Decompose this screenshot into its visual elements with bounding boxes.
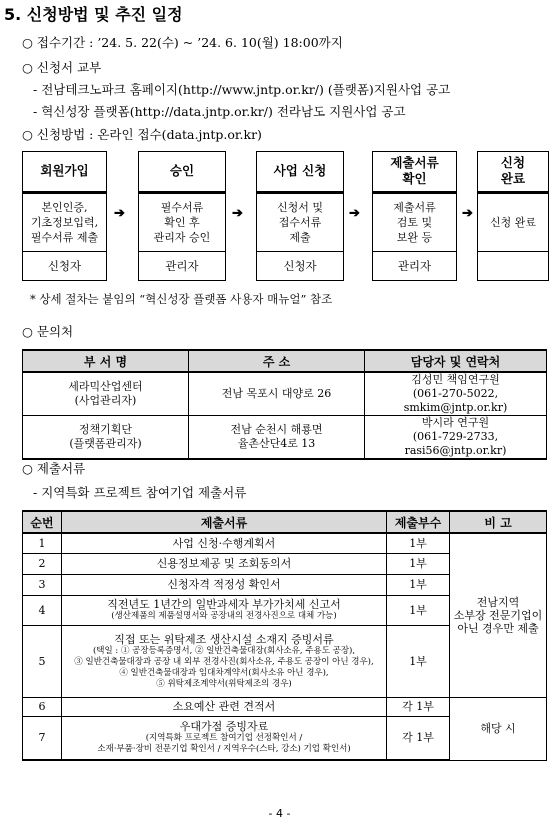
flow-step-title: 승인 xyxy=(169,163,195,178)
arrow-icon: ➔ xyxy=(462,206,473,221)
table-row xyxy=(23,697,547,716)
table-row xyxy=(23,533,547,553)
notice-item: - 전남테크노파크 홈페이지(http://www.jntp.or.kr/) (플랫폼)지원사업 공고 xyxy=(33,82,451,97)
row-number: 5 xyxy=(23,625,62,697)
flow-step xyxy=(477,151,549,281)
flow-step-title: 신청 완료 xyxy=(500,155,526,186)
remark: 전남지역 소부장 전문기업이 아닌 경우만 제출 xyxy=(450,533,547,697)
column-header: 제출부수 xyxy=(387,511,450,533)
contact: 박시라 연구원 (061-729-2733, rasi56@jntp.or.kr) xyxy=(365,416,547,460)
contact: 김성민 책임연구원 (061-270-5022, smkim@jntp.or.kr) xyxy=(365,372,547,416)
document-name: 신청자격 적정성 확인서 xyxy=(62,574,387,595)
notice-heading: ○ 신청서 교부 xyxy=(22,60,102,75)
document-name: 직전년도 1년간의 일반과세자 부가가치세 신고서 xyxy=(107,598,341,611)
row-number: 2 xyxy=(23,553,62,574)
flow-step-desc: 제출서류 검토 및 보완 등 xyxy=(373,192,456,252)
documents-table xyxy=(22,510,547,761)
flow-step-actor: 관리자 xyxy=(397,258,432,273)
flow-step-actor: 신청자 xyxy=(283,258,317,273)
document-cell xyxy=(62,625,387,697)
flow-step-title: 사업 신청 xyxy=(273,163,327,178)
department: 세라믹산업센터 (사업관리자) xyxy=(23,372,189,416)
application-method: ○ 신청방법 : 온라인 접수(data.jntp.or.kr) xyxy=(22,127,262,142)
flow-step xyxy=(372,151,457,281)
section-title: 5. 신청방법 및 추진 일정 xyxy=(4,5,183,24)
document-cell xyxy=(62,595,387,625)
column-header: 비 고 xyxy=(450,511,547,533)
copies: 각 1부 xyxy=(387,697,450,716)
notice-item: - 혁신성장 플랫폼(http://data.jntp.or.kr/) 전라남도 지원사업 공고 xyxy=(33,104,406,119)
copies: 1부 xyxy=(387,595,450,625)
document-name: 사업 신청·수행계획서 xyxy=(62,533,387,553)
arrow-icon: ➔ xyxy=(232,206,243,221)
remark: 해당 시 xyxy=(450,697,547,760)
contact-heading: ○ 문의처 xyxy=(22,324,74,339)
document-name: 우대가점 증빙자료 xyxy=(179,720,269,734)
flow-step-title: 회원가입 xyxy=(40,163,89,178)
flow-step-desc: 신청 완료 xyxy=(478,192,548,252)
column-header: 제출서류 xyxy=(62,511,387,533)
copies: 1부 xyxy=(387,625,450,697)
application-period: ○ 접수기간 : ’24. 5. 22(수) ~ ’24. 6. 10(월) 18:00까지 xyxy=(22,35,343,50)
flow-step-desc: 필수서류 확인 후 관리자 승인 xyxy=(139,192,225,252)
column-header: 순번 xyxy=(23,511,62,533)
row-number: 3 xyxy=(23,574,62,595)
address: 전남 목포시 대양로 26 xyxy=(189,372,365,416)
flow-step-desc: 본인인증, 기초정보입력, 필수서류 제출 xyxy=(23,192,106,252)
column-header: 부 서 명 xyxy=(23,350,189,372)
arrow-icon: ➔ xyxy=(349,206,360,221)
flow-step-actor: 신청자 xyxy=(47,258,82,273)
column-header: 담당자 및 연락처 xyxy=(365,350,547,372)
flow-step-actor xyxy=(478,252,548,279)
copies: 각 1부 xyxy=(387,716,450,760)
contact-table xyxy=(22,349,547,460)
document-name: 소요예산 관련 견적서 xyxy=(62,697,387,716)
document-note: (생산제품의 제품설명서와 공장내의 전경사진으로 대체 가능) xyxy=(111,611,337,621)
flow-step-actor: 관리자 xyxy=(165,258,199,273)
docs-heading: ○ 제출서류 xyxy=(22,461,86,476)
column-header: 주 소 xyxy=(189,350,365,372)
row-number: 7 xyxy=(23,716,62,760)
copies: 1부 xyxy=(387,553,450,574)
flow-note: * 상세 절차는 붙임의 “혁신성장 플랫폼 사용자 매뉴얼” 참조 xyxy=(30,292,333,306)
row-number: 4 xyxy=(23,595,62,625)
row-number: 1 xyxy=(23,533,62,553)
flow-step-title: 제출서류 확인 xyxy=(390,155,439,186)
flow-step xyxy=(138,151,226,281)
address: 전남 순천시 해룡면 율촌산단4로 13 xyxy=(189,416,365,460)
copies: 1부 xyxy=(387,574,450,595)
copies: 1부 xyxy=(387,533,450,553)
department: 정책기획단 (플랫폼관리자) xyxy=(23,416,189,460)
document-note: (택일 : ① 공장등록증명서, ② 일반건축물대장(회사소유, 주용도 공장), ③ 일반건축물대장과 공장 내 외부 전경사진(회사소유, 주용도 공장이 아닌 경우), ④ 일반건축물대장과 임대차계약서(회사소유 아닌 경우), ⑤ 위탁제조계약서(위탁제조의 경우) xyxy=(74,645,374,689)
document-name: 직접 또는 위탁제조 생산시설 소재지 증빙서류 xyxy=(114,632,334,646)
row-number: 6 xyxy=(23,697,62,716)
table-row xyxy=(23,372,547,416)
flow-step xyxy=(256,151,344,281)
document-note: (지역특화 프로젝트 참여기업 선정확인서 / 소재·부품·장비 전문기업 확인서 / 지역우수(스타, 강소) 기업 확인서) xyxy=(97,733,351,755)
document-name: 신용정보제공 및 조회동의서 xyxy=(62,553,387,574)
flow-step-desc: 신청서 및 접수서류 제출 xyxy=(257,192,343,252)
document-cell xyxy=(62,716,387,760)
page-number: - 4 - xyxy=(268,807,291,820)
arrow-icon: ➔ xyxy=(114,206,125,221)
docs-subheading: - 지역특화 프로젝트 참여기업 제출서류 xyxy=(33,485,247,500)
flow-step xyxy=(22,151,107,281)
table-row xyxy=(23,416,547,460)
